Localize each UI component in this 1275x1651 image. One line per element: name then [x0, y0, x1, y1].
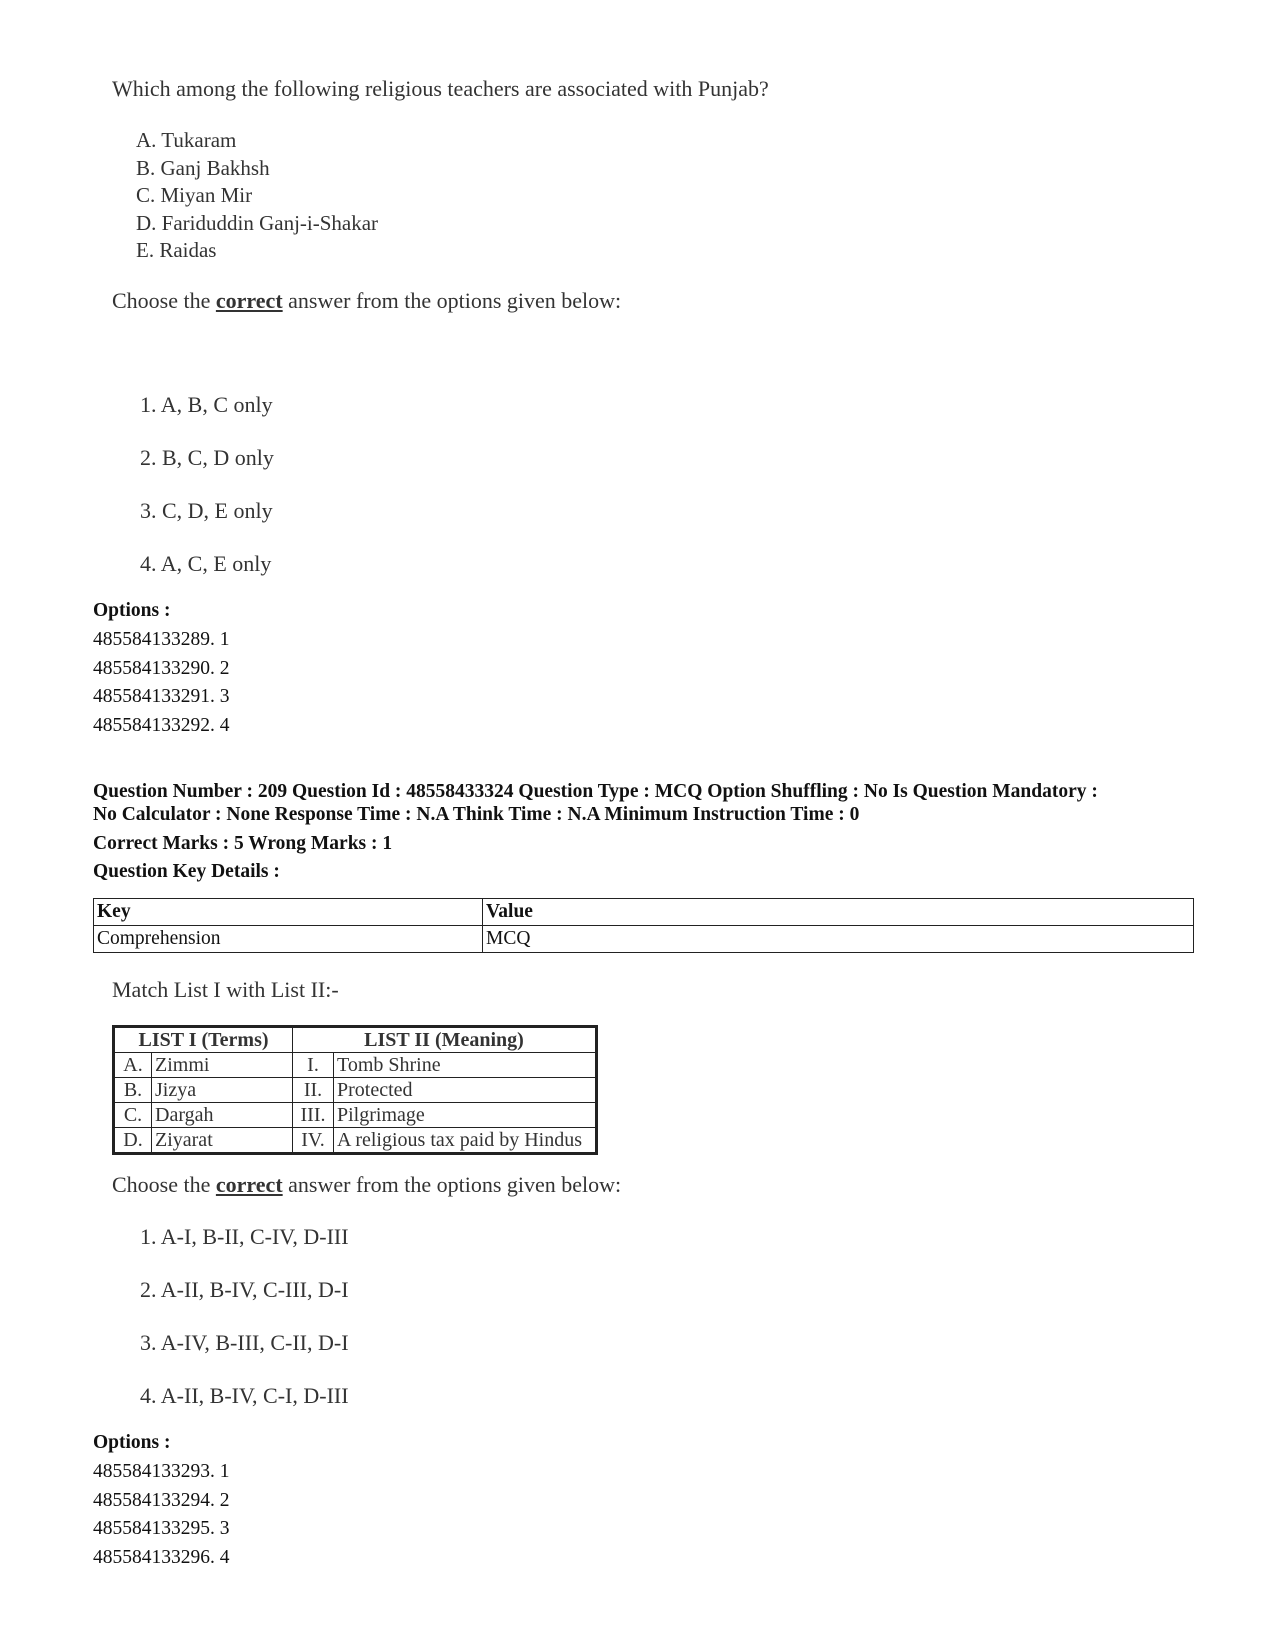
list2-index: III.: [293, 1103, 334, 1128]
q2-answer-2: 2. A-II, B-IV, C-III, D-I: [140, 1277, 349, 1302]
question-key-table: [93, 898, 1194, 953]
key-header: Key: [94, 899, 483, 926]
q2-meta-line-1: Question Number : 209 Question Id : 48558433324 Question Type : MCQ Option Shuffling : No Is Question Mandatory :: [93, 781, 1098, 802]
q2-prompt: Match List I with List II:-: [112, 977, 339, 1002]
list2-index: II.: [293, 1078, 334, 1103]
table-row: [114, 1027, 597, 1053]
list-item: D. Fariduddin Ganj-i-Shakar: [136, 210, 379, 235]
value-cell: MCQ: [483, 926, 1194, 953]
q1-answer-4: 4. A, C, E only: [140, 551, 272, 576]
q1-statement-list: [136, 127, 378, 265]
option-item: 485584133292. 4: [93, 715, 230, 737]
q1-choose-instruction: [112, 288, 621, 314]
list1-term: Ziyarat: [152, 1128, 293, 1154]
choose-text-pre: Choose the: [112, 288, 216, 313]
list-item: C. Miyan Mir: [136, 183, 253, 207]
choose-text-pre: Choose the: [112, 1172, 216, 1197]
choose-text-post: answer from the options given below:: [282, 288, 622, 313]
value-header: Value: [483, 899, 1194, 926]
option-item: 485584133294. 2: [93, 1489, 230, 1511]
choose-emphasis: correct: [215, 288, 283, 313]
list1-term: Jizya: [152, 1078, 293, 1103]
q2-answer-4: 4. A-II, B-IV, C-I, D-III: [140, 1383, 349, 1408]
q2-options-label: Options :: [93, 1432, 171, 1453]
q2-marks: Correct Marks : 5 Wrong Marks : 1: [93, 833, 393, 854]
q1-options-list: [93, 626, 230, 741]
q2-choose-instruction: [112, 1172, 621, 1198]
q1-options-label: Options :: [93, 600, 171, 621]
option-item: 485584133293. 1: [93, 1461, 230, 1482]
table-row: [114, 1103, 597, 1128]
option-item: 485584133291. 3: [93, 686, 230, 708]
q2-key-details-label: Question Key Details :: [93, 861, 280, 882]
q1-prompt: Which among the following religious teachers are associated with Punjab?: [112, 76, 769, 101]
match-lists-table: [112, 1025, 598, 1155]
choose-emphasis: correct: [215, 1172, 283, 1197]
list1-header: LIST I (Terms): [114, 1027, 293, 1053]
list2-meaning: Tomb Shrine: [334, 1053, 597, 1078]
option-item: 485584133289. 1: [93, 629, 230, 650]
list1-index: B.: [114, 1078, 152, 1103]
list-item: A. Tukaram: [136, 128, 237, 152]
q2-meta-line-2: No Calculator : None Response Time : N.A Think Time : N.A Minimum Instruction Time : 0: [93, 804, 860, 825]
list1-index: C.: [114, 1103, 152, 1128]
q1-answer-3: 3. C, D, E only: [140, 498, 273, 523]
q1-answer-2: 2. B, C, D only: [140, 445, 274, 470]
table-row: [114, 1078, 597, 1103]
list2-header: LIST II (Meaning): [293, 1027, 597, 1053]
q2-options-list: [93, 1458, 230, 1573]
list1-index: D.: [114, 1128, 152, 1154]
list1-index: A.: [114, 1053, 152, 1078]
option-item: 485584133290. 2: [93, 657, 230, 679]
list2-index: IV.: [293, 1128, 334, 1154]
option-item: 485584133295. 3: [93, 1518, 230, 1540]
choose-text-post: answer from the options given below:: [282, 1172, 622, 1197]
list-item: E. Raidas: [136, 238, 217, 262]
list-item: B. Ganj Bakhsh: [136, 155, 270, 180]
list2-index: I.: [293, 1053, 334, 1078]
q2-answer-1: 1. A-I, B-II, C-IV, D-III: [140, 1224, 349, 1249]
key-cell: Comprehension: [94, 926, 483, 953]
q2-answer-3: 3. A-IV, B-III, C-II, D-I: [140, 1330, 349, 1355]
q1-answer-1: 1. A, B, C only: [140, 392, 273, 417]
list2-meaning: A religious tax paid by Hindus: [334, 1128, 597, 1154]
table-row: [94, 899, 1194, 926]
list2-meaning: Pilgrimage: [334, 1103, 597, 1128]
table-row: [114, 1053, 597, 1078]
table-row: [94, 926, 1194, 953]
option-item: 485584133296. 4: [93, 1547, 230, 1569]
list2-meaning: Protected: [334, 1078, 597, 1103]
list1-term: Dargah: [152, 1103, 293, 1128]
list1-term: Zimmi: [152, 1053, 293, 1078]
table-row: [114, 1128, 597, 1154]
